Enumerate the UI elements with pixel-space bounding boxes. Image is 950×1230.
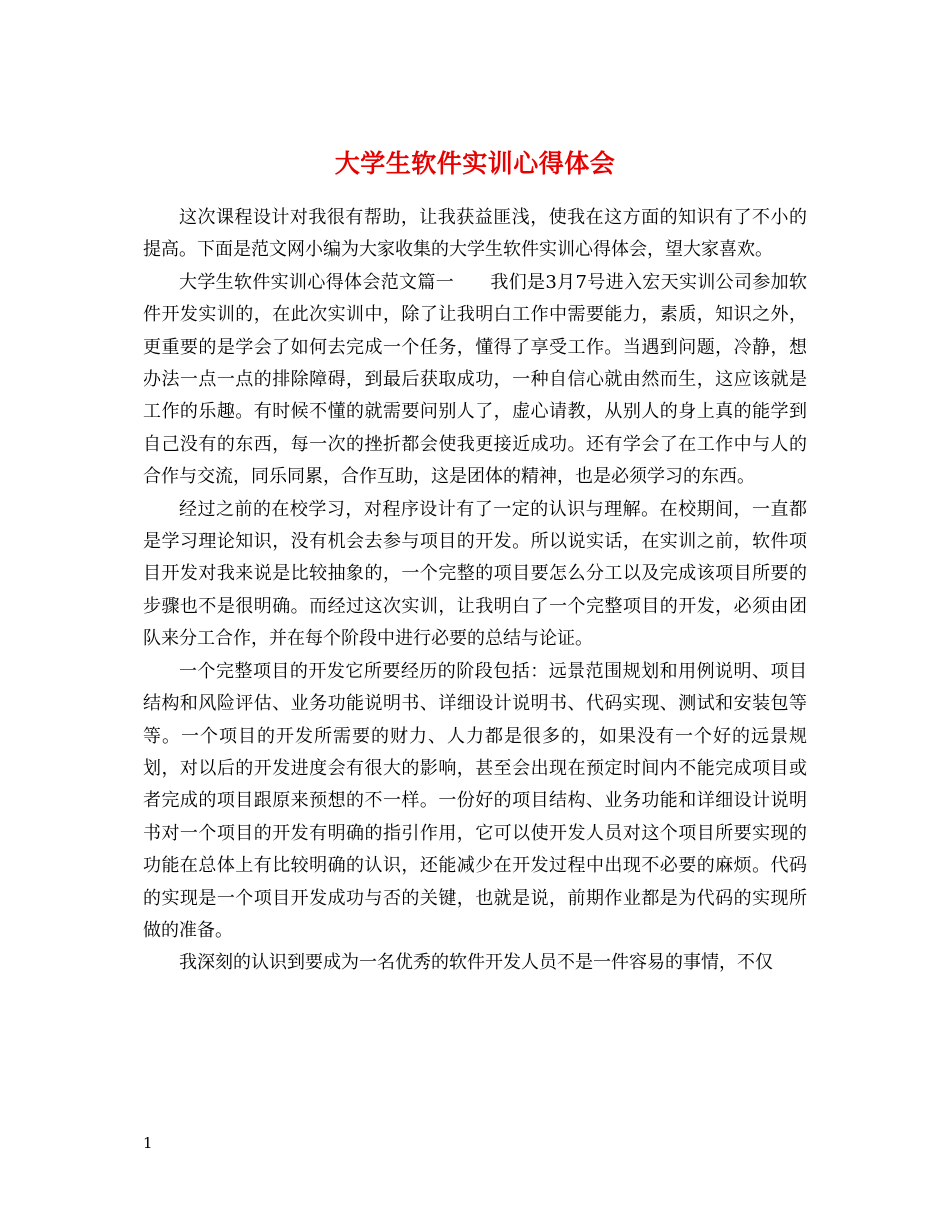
paragraph-sample-one	[143, 267, 807, 494]
page-number: 1	[143, 1134, 153, 1152]
paragraph-intro	[143, 202, 807, 267]
paragraph-text: 一个完整项目的开发它所要经历的阶段包括：远景范围规划和用例说明、项目结构和风险评估、业务功能说明书、详细设计说明书、代码实现、测试和安装包等等。一个项目的开发所需要的财力、人力都是很多的，如果没有一个好的远景规划，对以后的开发进度会有很大的影响，甚至会出现在预定时间内不能完成项目或者完成的项目跟原来预想的不一样。一份好的项目结构、业务功能和详细设计说明书对一个项目的开发有明确的指引作用，它可以使开发人员对这个项目所要实现的功能在总体上有比较明确的认识，还能减少在开发过程中出现不必要的麻烦。代码的实现是一个项目开发成功与否的关键，也就是说，前期作业都是为代码的实现所做的准备。	[143, 660, 807, 941]
document-body	[143, 202, 807, 980]
paragraph-text: 这次课程设计对我很有帮助，让我获益匪浅，使我在这方面的知识有了不小的提高。下面是范文网小编为大家收集的大学生软件实训心得体会，望大家喜欢。	[143, 207, 807, 261]
paragraph-text: 经过之前的在校学习，对程序设计有了一定的认识与理解。在校期间，一直都是学习理论知识，没有机会去参与项目的开发。所以说实话，在实训之前，软件项目开发对我来说是比较抽象的，一个完整的项目要怎么分工以及完成该项目所要的步骤也不是很明确。而经过这次实训，让我明白了一个完整项目的开发，必须由团队来分工合作，并在每个阶段中进行必要的总结与论证。	[143, 498, 807, 650]
section-heading: 大学生软件实训心得体会范文篇一	[179, 271, 455, 293]
paragraph-reflection	[143, 947, 807, 979]
paragraph-text: 我深刻的认识到要成为一名优秀的软件开发人员不是一件容易的事情，不仅	[179, 952, 773, 974]
paragraph-text: 我们是3月7号进入宏天实训公司参加软件开发实训的，在此次实训中，除了让我明白工作中需要能力，素质，知识之外，更重要的是学会了如何去完成一个任务，懂得了享受工作。当遇到问题，冷静，想办法一点一点的排除障碍，到最后获取成功，一种自信心就由然而生，这应该就是工作的乐趣。有时候不懂的就需要问别人了，虚心请教，从别人的身上真的能学到自己没有的东西，每一次的挫折都会使我更接近成功。还有学会了在工作中与人的合作与交流，同乐同累，合作互助，这是团体的精神，也是必须学习的东西。	[143, 271, 808, 488]
paragraph-study-background	[143, 494, 807, 656]
paragraph-project-stages	[143, 656, 807, 948]
document-title: 大学生软件实训心得体会	[334, 148, 616, 178]
